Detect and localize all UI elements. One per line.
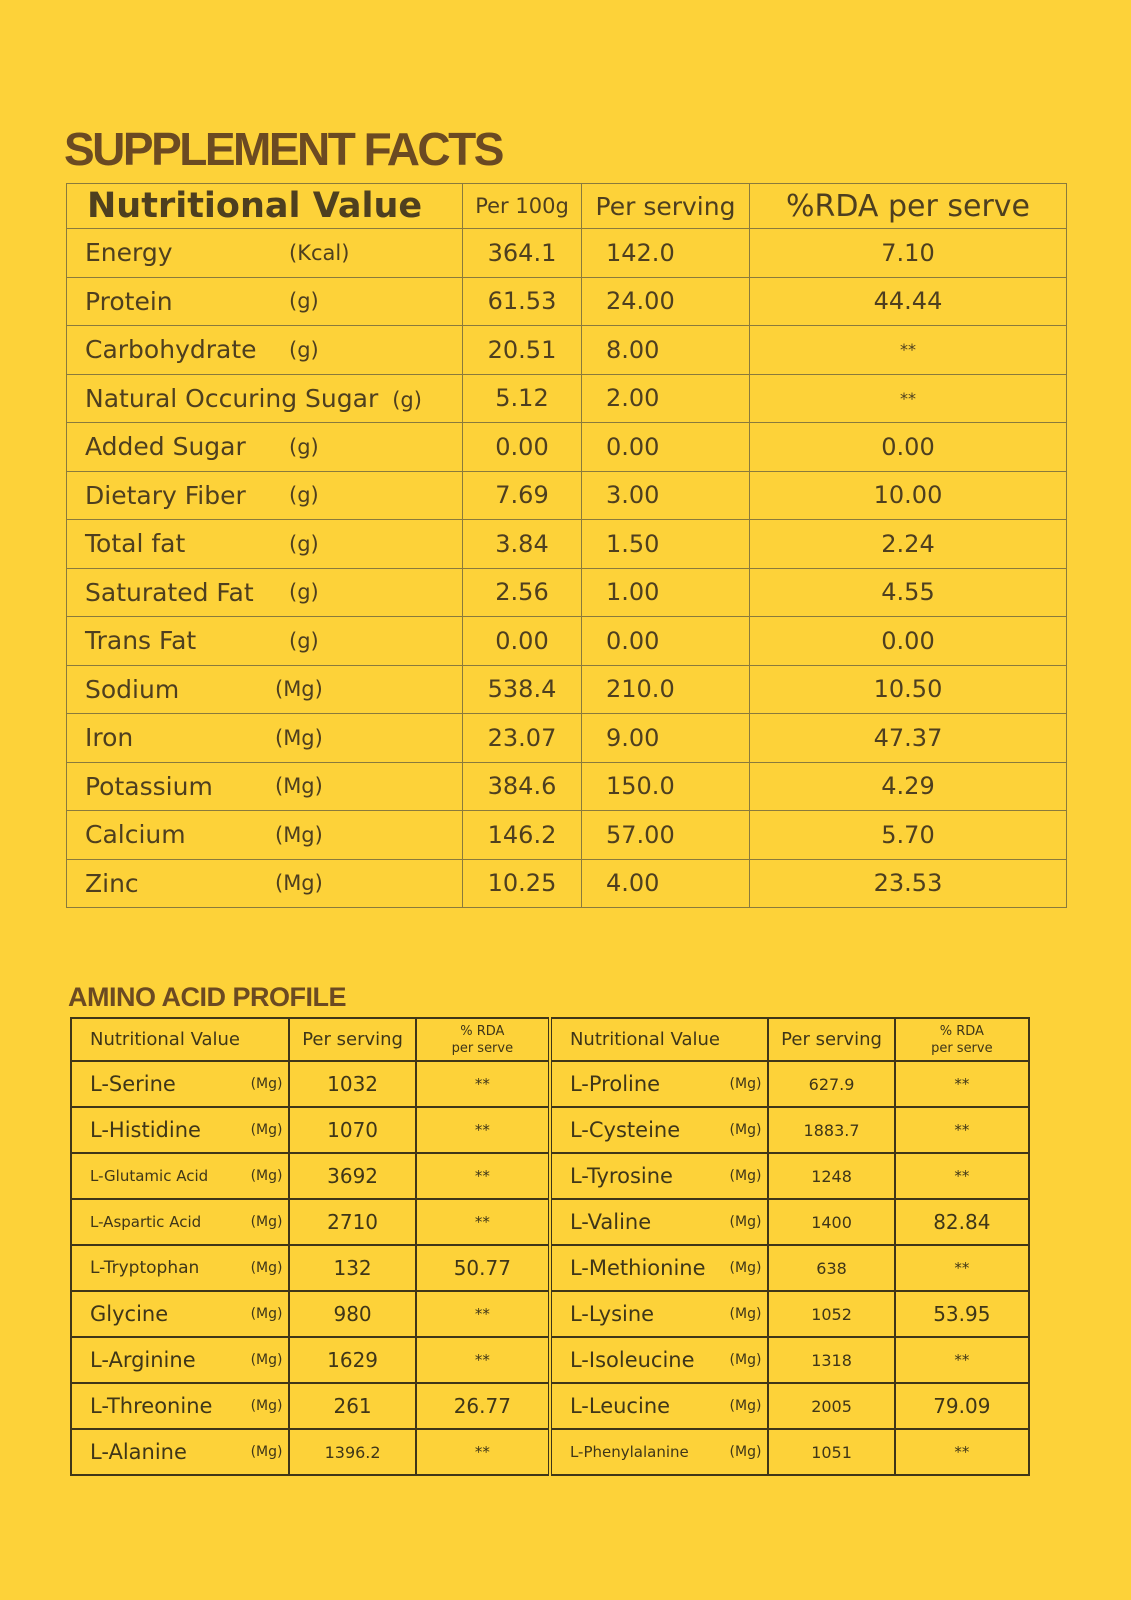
amino-name-cell: [71, 1383, 289, 1429]
nutrient-name-cell: [67, 277, 463, 326]
amino-row: [71, 1337, 1029, 1383]
amino-per-serving: 638: [768, 1245, 894, 1291]
amino-name: Glycine: [90, 1302, 169, 1326]
table-row: [67, 277, 1067, 326]
per-serving-value: 142.0: [582, 229, 750, 278]
per-100g-value: 384.6: [463, 762, 582, 811]
nutrient-unit: (g): [289, 483, 319, 508]
nutrient-name: Energy: [85, 238, 173, 268]
amino-per-serving: 1400: [768, 1199, 894, 1245]
amino-name-cell: [71, 1061, 289, 1107]
amino-row: [71, 1429, 1029, 1475]
amino-rda: 79.09: [895, 1383, 1029, 1429]
nutrient-name-cell: [67, 374, 463, 423]
amino-rda: 26.77: [416, 1383, 550, 1429]
amino-name: L-Serine: [90, 1072, 176, 1096]
amino-header-name-left: Nutritional Value: [71, 1018, 289, 1061]
amino-name: L-Tyrosine: [569, 1164, 673, 1188]
amino-name: L-Histidine: [90, 1118, 201, 1142]
amino-per-serving: 1032: [289, 1061, 415, 1107]
amino-unit: (Mg): [729, 1214, 762, 1230]
amino-name-cell: [71, 1291, 289, 1337]
per-serving-value: 24.00: [582, 277, 750, 326]
nutrient-name-cell: [67, 229, 463, 278]
amino-name-cell: [71, 1337, 289, 1383]
rda-value: **: [750, 374, 1067, 423]
amino-unit: (Mg): [250, 1444, 283, 1460]
amino-per-serving: 1396.2: [289, 1429, 415, 1475]
amino-unit: (Mg): [250, 1214, 283, 1230]
amino-per-serving: 1052: [768, 1291, 894, 1337]
amino-header-row: [71, 1018, 1029, 1061]
rda-value: 10.50: [750, 665, 1067, 714]
nutrient-unit: (g): [289, 289, 319, 314]
per-100g-value: 3.84: [463, 520, 582, 569]
per-serving-value: 0.00: [582, 423, 750, 472]
nutrient-unit: (Mg): [275, 725, 323, 750]
amino-per-serving: 132: [289, 1245, 415, 1291]
nutrient-unit: (Mg): [275, 871, 323, 896]
table-row: [67, 326, 1067, 375]
header-nutritional-value: Nutritional Value: [67, 184, 463, 229]
amino-header-rda-right: % RDA per serve: [895, 1018, 1029, 1061]
amino-row: [71, 1383, 1029, 1429]
amino-rda: 82.84: [895, 1199, 1029, 1245]
nutrient-unit: (g): [289, 337, 319, 362]
nutrient-name: Protein: [85, 286, 173, 316]
amino-unit: (Mg): [729, 1306, 762, 1322]
amino-rda: **: [416, 1291, 550, 1337]
per-serving-value: 4.00: [582, 859, 750, 908]
amino-unit: (Mg): [729, 1398, 762, 1414]
nutrient-name-cell: [67, 859, 463, 908]
amino-name: L-Isoleucine: [569, 1348, 695, 1372]
amino-rda: **: [416, 1429, 550, 1475]
amino-rda: **: [895, 1061, 1029, 1107]
rda-value: 4.55: [750, 568, 1067, 617]
amino-unit: (Mg): [250, 1398, 283, 1414]
nutrient-name: Natural Occuring Sugar: [85, 383, 379, 413]
amino-name-cell: [71, 1199, 289, 1245]
supplement-facts-table: [66, 183, 1067, 908]
nutrient-unit: (Kcal): [289, 240, 350, 265]
rda-value: 44.44: [750, 277, 1067, 326]
amino-name-cell: [71, 1153, 289, 1199]
per-serving-value: 57.00: [582, 811, 750, 860]
amino-unit: (Mg): [250, 1168, 283, 1184]
rda-value: 10.00: [750, 471, 1067, 520]
amino-name: L-Methionine: [569, 1256, 706, 1280]
amino-name-cell: [550, 1153, 768, 1199]
nutrient-unit: (g): [289, 531, 319, 556]
amino-per-serving: 980: [289, 1291, 415, 1337]
amino-name: L-Leucine: [569, 1394, 671, 1418]
table-row: [67, 229, 1067, 278]
nutrient-name-cell: [67, 811, 463, 860]
rda-value: **: [750, 326, 1067, 375]
nutrient-unit: (g): [289, 580, 319, 605]
table-row: [67, 520, 1067, 569]
amino-row: [71, 1153, 1029, 1199]
amino-row: [71, 1107, 1029, 1153]
amino-name: L-Proline: [569, 1072, 661, 1096]
nutrient-name: Sodium: [85, 674, 180, 704]
per-100g-value: 0.00: [463, 617, 582, 666]
nutrient-name: Potassium: [85, 771, 213, 801]
amino-name-cell: [550, 1061, 768, 1107]
per-100g-value: 5.12: [463, 374, 582, 423]
amino-header-per-serving-right: Per serving: [768, 1018, 894, 1061]
rda-value: 23.53: [750, 859, 1067, 908]
per-100g-value: 20.51: [463, 326, 582, 375]
amino-per-serving: 1629: [289, 1337, 415, 1383]
amino-per-serving: 1248: [768, 1153, 894, 1199]
table-header-row: [67, 184, 1067, 229]
per-serving-value: 2.00: [582, 374, 750, 423]
amino-rda: **: [416, 1061, 550, 1107]
amino-name: L-Tryptophan: [90, 1258, 200, 1278]
per-serving-value: 0.00: [582, 617, 750, 666]
nutrient-name-cell: [67, 520, 463, 569]
per-100g-value: 61.53: [463, 277, 582, 326]
amino-per-serving: 1070: [289, 1107, 415, 1153]
amino-unit: (Mg): [250, 1076, 283, 1092]
amino-header-rda-left: % RDA per serve: [416, 1018, 550, 1061]
nutrient-name-cell: [67, 714, 463, 763]
header-rda: %RDA per serve: [750, 184, 1067, 229]
amino-unit: (Mg): [250, 1306, 283, 1322]
per-serving-value: 3.00: [582, 471, 750, 520]
amino-per-serving: 1318: [768, 1337, 894, 1383]
nutrient-name: Carbohydrate: [85, 335, 257, 365]
amino-unit: (Mg): [250, 1260, 283, 1276]
per-serving-value: 210.0: [582, 665, 750, 714]
amino-row: [71, 1245, 1029, 1291]
nutrient-name: Iron: [85, 723, 134, 753]
nutrient-name-cell: [67, 326, 463, 375]
amino-name-cell: [550, 1383, 768, 1429]
nutrient-name-cell: [67, 568, 463, 617]
nutrient-unit: (Mg): [275, 822, 323, 847]
amino-rda: 50.77: [416, 1245, 550, 1291]
amino-rda: **: [416, 1107, 550, 1153]
amino-name-cell: [71, 1245, 289, 1291]
rda-value: 47.37: [750, 714, 1067, 763]
nutrient-name-cell: [67, 471, 463, 520]
amino-name-cell: [71, 1429, 289, 1475]
amino-name-cell: [550, 1107, 768, 1153]
table-row: [67, 811, 1067, 860]
amino-name: L-Arginine: [90, 1348, 196, 1372]
rda-value: 7.10: [750, 229, 1067, 278]
nutrient-name-cell: [67, 423, 463, 472]
amino-row: [71, 1199, 1029, 1245]
rda-value: 0.00: [750, 423, 1067, 472]
amino-name: L-Phenylalanine: [569, 1443, 689, 1461]
nutrient-name-cell: [67, 665, 463, 714]
per-100g-value: 364.1: [463, 229, 582, 278]
table-row: [67, 471, 1067, 520]
amino-name: L-Threonine: [90, 1394, 213, 1418]
nutrient-name: Total fat: [85, 529, 186, 559]
amino-rda: **: [895, 1153, 1029, 1199]
amino-rda: **: [416, 1153, 550, 1199]
table-row: [67, 859, 1067, 908]
table-row: [67, 617, 1067, 666]
table-row: [67, 568, 1067, 617]
amino-name-cell: [71, 1107, 289, 1153]
page-title: SUPPLEMENT FACTS: [64, 123, 502, 175]
nutrient-name-cell: [67, 762, 463, 811]
amino-name: L-Cysteine: [569, 1118, 681, 1142]
amino-header-name-right: Nutritional Value: [550, 1018, 768, 1061]
table-row: [67, 762, 1067, 811]
amino-unit: (Mg): [729, 1352, 762, 1368]
amino-name: L-Valine: [569, 1210, 652, 1234]
amino-per-serving: 1051: [768, 1429, 894, 1475]
rda-value: 2.24: [750, 520, 1067, 569]
table-row: [67, 665, 1067, 714]
table-row: [67, 714, 1067, 763]
amino-name-cell: [550, 1337, 768, 1383]
amino-rda: **: [416, 1337, 550, 1383]
rda-value: 5.70: [750, 811, 1067, 860]
amino-rda: **: [416, 1199, 550, 1245]
amino-row: [71, 1061, 1029, 1107]
per-serving-value: 1.50: [582, 520, 750, 569]
nutrient-name: Added Sugar: [85, 432, 246, 462]
amino-name: L-Aspartic Acid: [90, 1213, 202, 1231]
nutrient-unit: (g): [392, 387, 422, 412]
rda-value: 0.00: [750, 617, 1067, 666]
per-serving-value: 8.00: [582, 326, 750, 375]
amino-name: L-Glutamic Acid: [90, 1167, 209, 1185]
rda-value: 4.29: [750, 762, 1067, 811]
nutrient-name: Saturated Fat: [85, 577, 254, 607]
amino-name-cell: [550, 1291, 768, 1337]
amino-unit: (Mg): [729, 1260, 762, 1276]
amino-rda: **: [895, 1245, 1029, 1291]
amino-per-serving: 2710: [289, 1199, 415, 1245]
per-serving-value: 9.00: [582, 714, 750, 763]
amino-name: L-Alanine: [90, 1440, 187, 1464]
header-per-serving: Per serving: [582, 184, 750, 229]
amino-rda: **: [895, 1107, 1029, 1153]
amino-per-serving: 1883.7: [768, 1107, 894, 1153]
nutrient-name-cell: [67, 617, 463, 666]
amino-name-cell: [550, 1245, 768, 1291]
per-100g-value: 146.2: [463, 811, 582, 860]
amino-name: L-Lysine: [569, 1302, 655, 1326]
per-serving-value: 1.00: [582, 568, 750, 617]
per-100g-value: 538.4: [463, 665, 582, 714]
per-100g-value: 0.00: [463, 423, 582, 472]
amino-name-cell: [550, 1429, 768, 1475]
amino-unit: (Mg): [250, 1352, 283, 1368]
nutrient-name: Calcium: [85, 820, 186, 850]
amino-section-title: AMINO ACID PROFILE: [68, 982, 346, 1012]
nutrient-name: Zinc: [85, 868, 139, 898]
amino-header-per-serving-left: Per serving: [289, 1018, 415, 1061]
per-100g-value: 2.56: [463, 568, 582, 617]
amino-unit: (Mg): [729, 1444, 762, 1460]
per-serving-value: 150.0: [582, 762, 750, 811]
amino-per-serving: 2005: [768, 1383, 894, 1429]
amino-per-serving: 627.9: [768, 1061, 894, 1107]
amino-unit: (Mg): [729, 1122, 762, 1138]
amino-acid-table: [70, 1017, 1030, 1476]
amino-per-serving: 261: [289, 1383, 415, 1429]
amino-unit: (Mg): [250, 1122, 283, 1138]
nutrient-name: Dietary Fiber: [85, 480, 246, 510]
amino-unit: (Mg): [729, 1076, 762, 1092]
nutrient-unit: (Mg): [275, 677, 323, 702]
table-row: [67, 423, 1067, 472]
amino-unit: (Mg): [729, 1168, 762, 1184]
amino-rda: 53.95: [895, 1291, 1029, 1337]
amino-rda: **: [895, 1337, 1029, 1383]
per-100g-value: 23.07: [463, 714, 582, 763]
nutrient-unit: (g): [289, 434, 319, 459]
per-100g-value: 7.69: [463, 471, 582, 520]
amino-rda: **: [895, 1429, 1029, 1475]
per-100g-value: 10.25: [463, 859, 582, 908]
nutrient-name: Trans Fat: [85, 626, 197, 656]
nutrient-unit: (Mg): [275, 774, 323, 799]
amino-per-serving: 3692: [289, 1153, 415, 1199]
nutrient-unit: (g): [289, 628, 319, 653]
amino-name-cell: [550, 1199, 768, 1245]
table-row: [67, 374, 1067, 423]
amino-row: [71, 1291, 1029, 1337]
header-per-100g: Per 100g: [463, 184, 582, 229]
